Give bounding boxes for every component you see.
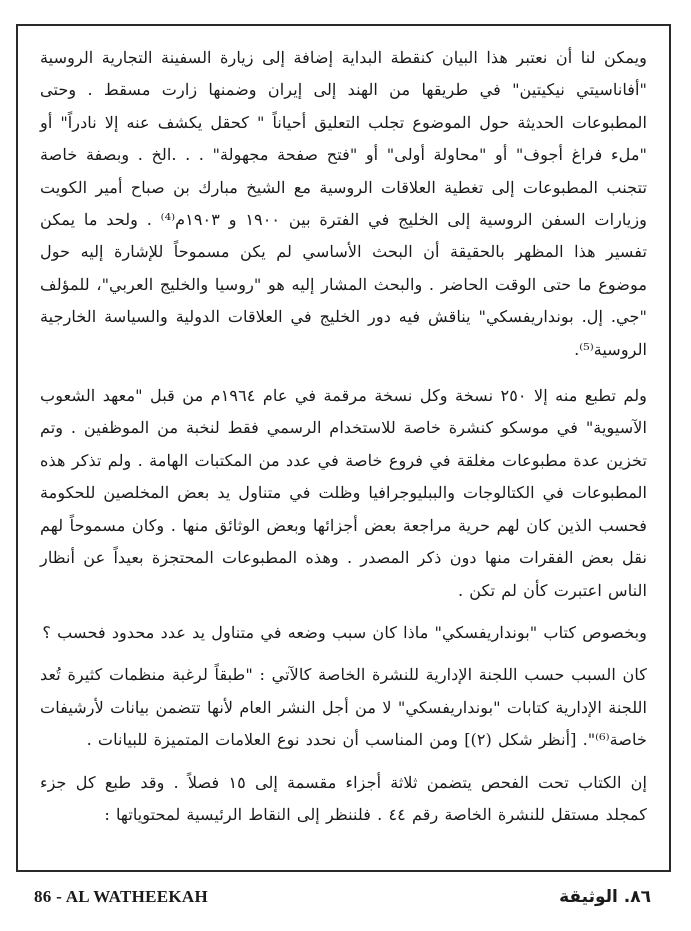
page-footer (34, 884, 651, 910)
text-frame (16, 24, 671, 872)
paragraph-1: ويمكن لنا أن نعتبر هذا البيان كنقطة البداية إضافة إلى زيارة السفينة التجارية الروسية "أفاناسيتي نيكيتين" في طريقها من الهند إلى إيران وضمنها زارت مسقط . وحتى المطبوعات الحديثة حول الموضوع تجلب التعليق أحياناً " كحقل يكشف عنه إلا نادراً" أو "ملء فراغ أجوف" أو "محاولة أولى" أو "فتح صفحة مجهولة" . . .الخ . وبصفة خاصة تتجنب المطبوعات إلى تغطية العلاقات الروسية مع الشيخ مبارك بن صباح أمير الكويت وزيارات السفن الروسية إلى الخليج في الفترة بين ١٩٠٠ و ١٩٠٣م⁽⁴⁾ . ولحد ما يمكن تفسير هذا المظهر بالحقيقة أن البحث الأساسي لم يكن مسموحاً للإشارة إليه حول موضوع ما حتى الوقت الحاضر . والبحث المشار إليه هو "روسيا والخليج العربي"، للمؤلف "جي. إل. بونداريفسكي" يناقش فيه دور الخليج في العلاقات الدولية والسياسة الخارجية الروسية⁽⁵⁾. (40, 48, 648, 359)
footer-page-label-latin: 86 - AL WATHEEKAH (34, 887, 209, 906)
paragraph-2: ولم تطبع منه إلا ٢٥٠ نسخة وكل نسخة مرقمة في عام ١٩٦٤م من قبل "معهد الشعوب الآسيوية" في موسكو كنشرة خاصة للاستخدام الرسمي فقط لنخبة من الموظفين . وتم تخزين عدة مطبوعات مغلقة في فروع خاصة في عدد من المكتبات الهامة . ولم تذكر هذه المطبوعات في الكتالوجات والببليوجرافيا وظلت في متناول يد بعض المخلصين للحكومة فحسب الذين كان لهم حرية مراجعة بعض أجزائها وبعض الوثائق منها . وكان مسموحاً لهم نقل بعض الفقرات منها دون ذكر المصدر . وهذه المطبوعات المحتجزة بعيداً عن أنظار الناس اعتبرت كأن لم تكن . (40, 386, 647, 600)
paragraph-3: وبخصوص كتاب "بونداريفسكي" ماذا كان سبب وضعه في متناول يد عدد محدود فحسب ؟ (42, 622, 647, 642)
footer-page-label-arabic: ٨٦. الوثيقة (559, 887, 651, 907)
paragraph-4: كان السبب حسب اللجنة الإدارية للنشرة الخاصة كالآتي : "طبقاً لرغبة منظمات كثيرة تُعد اللجنة الإدارية كتابات "بونداريفسكي" لا من أجل النشر العام لأنها تتضمن بيانات لأرشيفات خاصة⁽⁶⁾". [أنظر شكل (٢)] ومن المناسب أن نحدد نوع العلامات المتميزة للبيانات . (40, 665, 647, 750)
paragraph-5: إن الكتاب تحت الفحص يتضمن ثلاثة أجزاء مقسمة إلى ١٥ فصلاً . وقد طبع كل جزء كمجلد مستقل للنشرة الخاصة رقم ٤٤ . فلننظر إلى النقاط الرئيسية لمحتوياتها : (40, 772, 647, 824)
